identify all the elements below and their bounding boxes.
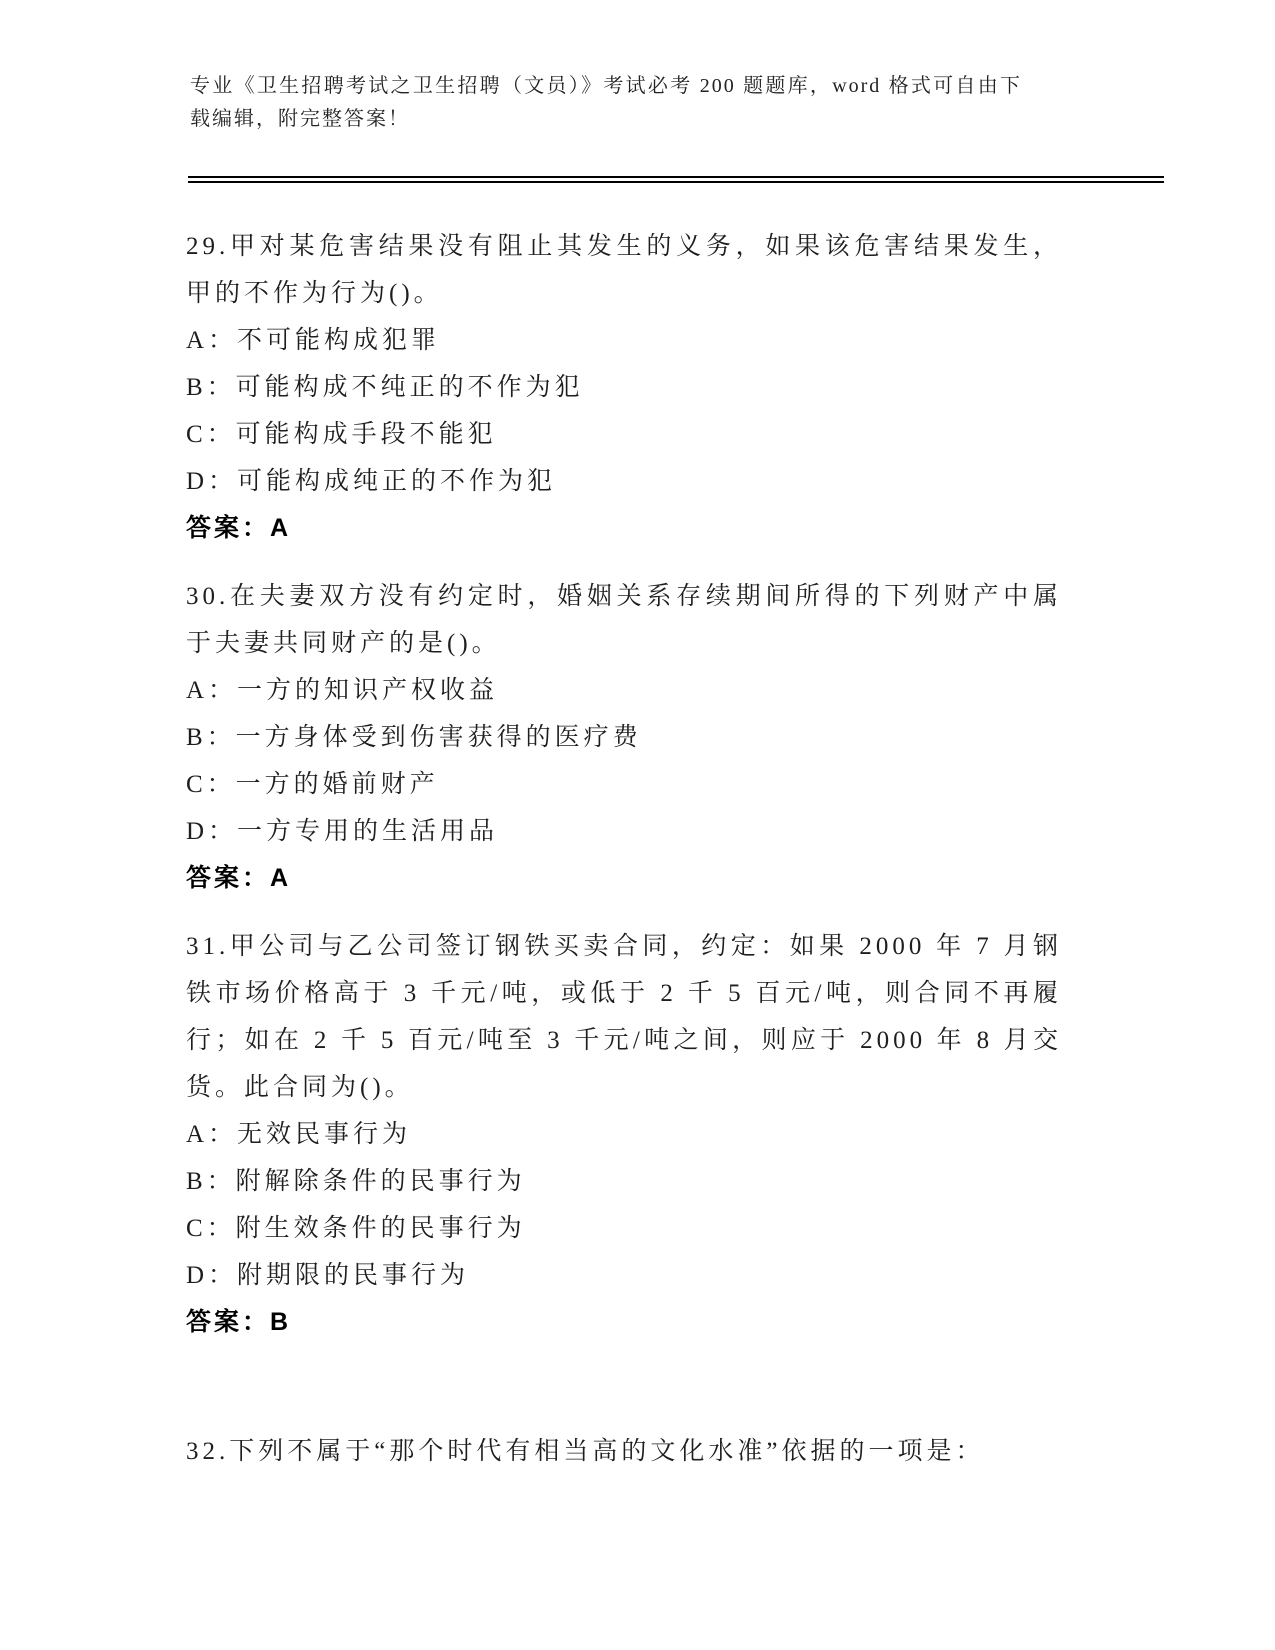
question-30-option-c: C：一方的婚前财产 <box>186 771 439 798</box>
question-text: 30.在夫妻双方没有约定时，婚姻关系存续期间所得的下列财产中属于夫妻共同财产的是()。 <box>186 583 1062 657</box>
question-30-option-b: B：一方身体受到伤害获得的医疗费 <box>186 724 642 751</box>
question-block-29 <box>186 223 1062 552</box>
question-29-answer: 答案：A <box>186 514 292 542</box>
question-block-31 <box>186 923 1062 1346</box>
question-30-answer: 答案：A <box>186 864 292 892</box>
question-text: 31.甲公司与乙公司签订钢铁买卖合同，约定：如果 2000 年 7 月钢铁市场价格高于 3 千元/吨，或低于 2 千 5 百元/吨，则合同不再履行；如在 2 千 5 百元/吨至 3 千元/吨之间，则应于 2000 年 8 月交货。此合同为()。 <box>186 933 1062 1101</box>
question-29-option-b: B：可能构成不纯正的不作为犯 <box>186 374 584 401</box>
question-block-30 <box>186 573 1062 902</box>
header-note: 专业《卫生招聘考试之卫生招聘（文员）》考试必考 200 题题库，word 格式可自由下载编辑，附完整答案！ <box>190 75 1022 130</box>
question-29-option-d: D：可能构成纯正的不作为犯 <box>186 468 557 495</box>
question-text: 32.下列不属于“那个时代有相当高的文化水准”依据的一项是： <box>186 1438 985 1465</box>
question-31-option-b: B：附解除条件的民事行为 <box>186 1168 526 1195</box>
question-31-option-a: A：无效民事行为 <box>186 1121 412 1148</box>
header-divider <box>188 176 1164 183</box>
question-31-answer: 答案：B <box>186 1308 292 1336</box>
question-31-option-d: D：附期限的民事行为 <box>186 1262 470 1289</box>
question-text: 29.甲对某危害结果没有阻止其发生的义务，如果该危害结果发生，甲的不作为行为()。 <box>186 233 1062 307</box>
question-29-option-c: C：可能构成手段不能犯 <box>186 421 497 448</box>
question-29-option-a: A：不可能构成犯罪 <box>186 327 441 354</box>
question-31-option-c: C：附生效条件的民事行为 <box>186 1215 526 1242</box>
question-30-option-a: A：一方的知识产权收益 <box>186 677 499 704</box>
question-30-option-d: D：一方专用的生活用品 <box>186 818 499 845</box>
question-block-32 <box>186 1428 1062 1475</box>
